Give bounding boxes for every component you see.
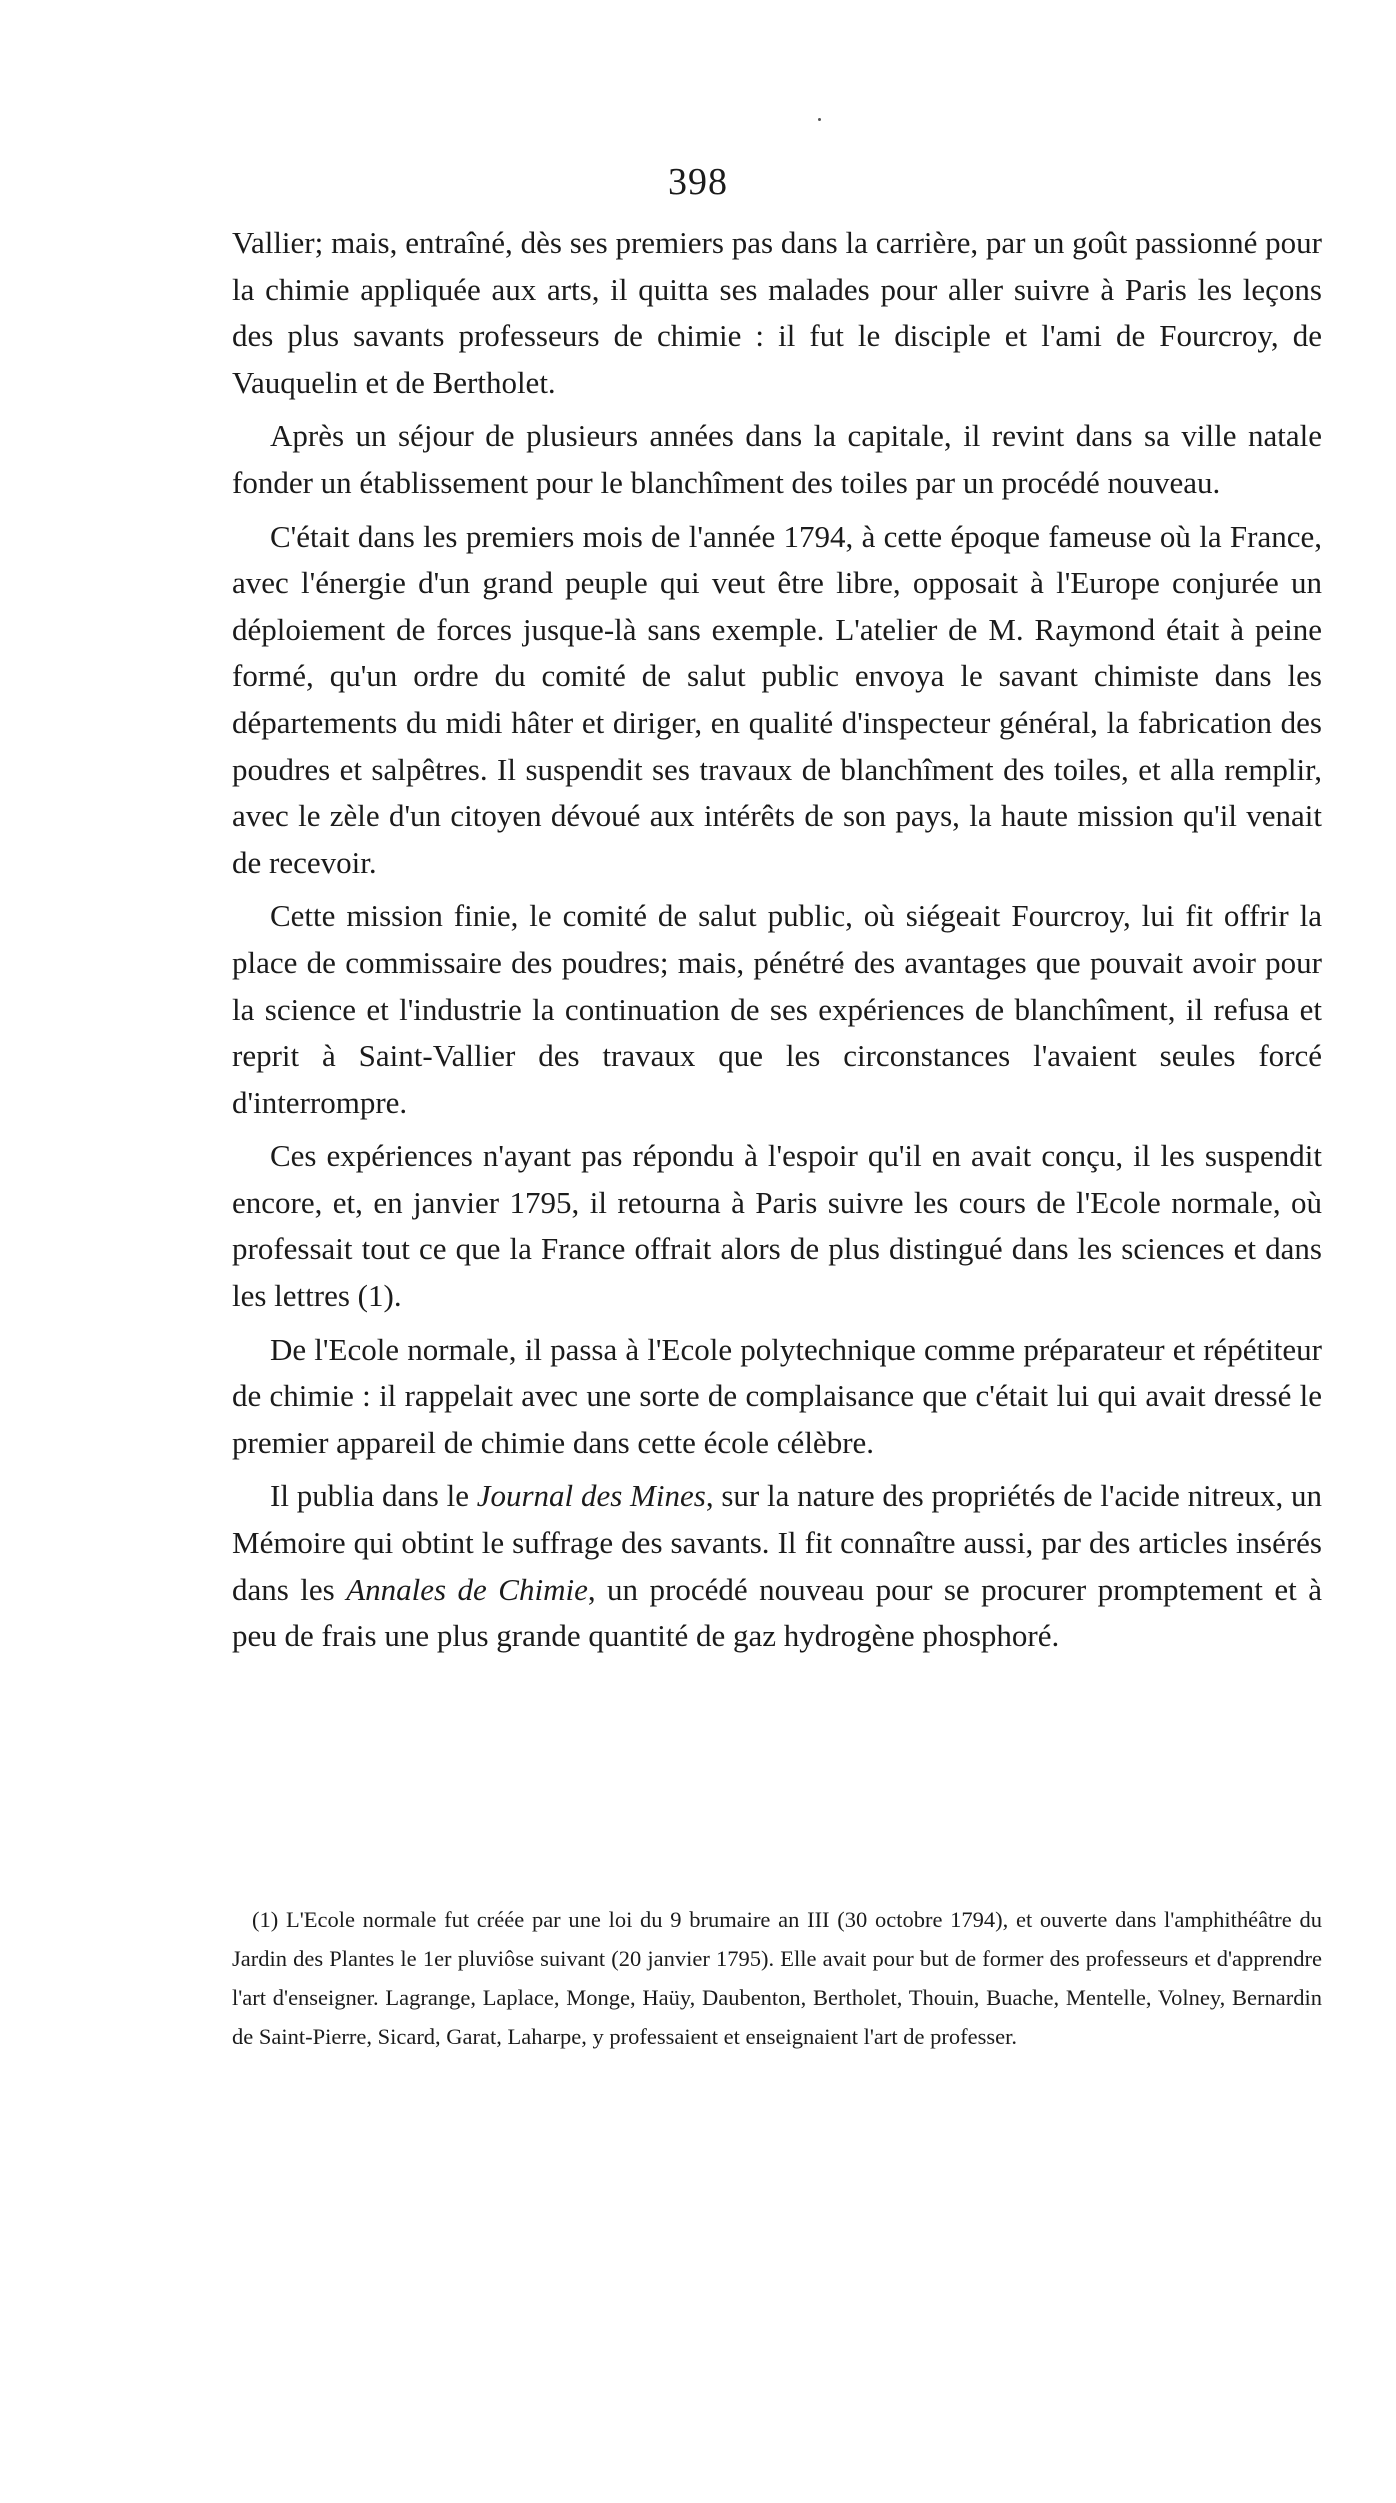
footnote: (1) L'Ecole normale fut créée par une loi du 9 brumaire an III (30 octobre 1794), et ouverte dans l'amphithéâtre du Jardin des Plantes le 1er pluviôse suivant (20 janvier 1795). Elle avait pour but de former des professeurs et d'apprendre l'art d'enseigner. Lagrange, Laplace, Monge, Haüy, Daubenton, Bertholet, Thouin, Buache, Mentelle, Volney, Bernardin de Saint-Pierre, Sicard, Garat, Laharpe, y professaient et enseignaient l'art de professer. [232, 1907, 1322, 2049]
paragraph [232, 1133, 1322, 1319]
text-run: Vallier; mais, entraîné, dès ses premiers pas dans la carrière, par un goût passionné pour la chimie appliquée aux arts, il quitta ses malades pour aller suivre à Paris les leçons des plus savants professeurs de chimie : il fut le disciple et l'ami de Fourcroy, de Vauquelin et de Bertholet. [232, 225, 1322, 400]
text-run: De l'Ecole normale, il passa à l'Ecole polytechnique comme préparateur et répétiteur de chimie : il rappelait avec une sorte de complaisance que c'était lui qui avait dressé le premier appareil de chimie dans cette école célèbre. [232, 1331, 1322, 1460]
paragraph [232, 1473, 1322, 1659]
paragraph [232, 893, 1322, 1126]
text-run: , un procédé nouveau pour se procurer promptement et à peu de frais une plus grande quantité de gaz hydrogène phosphoré. [232, 1571, 1322, 1654]
text-run: C'était dans les premiers mois de l'année 1794, à cette époque fameuse où la France, avec l'énergie d'un grand peuple qui veut être libre, opposait à l'Europe conjurée un déploiement de forces jusque-là sans exemple. L'atelier de M. Raymond était à peine formé, qu'un ordre du comité de salut public envoya le savant chimiste dans les départements du midi hâter et diriger, en qualité d'inspecteur général, la fabrication des poudres et salpêtres. Il suspendit ses travaux de blanchîment des toiles, et alla remplir, avec le zèle d'un citoyen dévoué aux intérêts de son pays, la haute mission qu'il venait de recevoir. [232, 518, 1322, 880]
paragraph [232, 220, 1322, 406]
italic-title: Journal des Mines [476, 1478, 706, 1514]
text-run: Ces expériences n'ayant pas répondu à l'espoir qu'il en avait conçu, il les suspendit encore, et, en janvier 1795, il retourna à Paris suivre les cours de l'Ecole normale, où professait tout ce que la France offrait alors de plus distingué dans les sciences et dans les lettres (1). [232, 1138, 1322, 1314]
page-number: 398 [668, 161, 728, 203]
text-run: , sur la nature des propriétés de l'acide nitreux, un Mémoire qui obtint le suffrage des savants. Il fit connaître aussi, par des articles insérés dans les [232, 1478, 1322, 1607]
paragraph [232, 1327, 1322, 1467]
paragraph [232, 514, 1322, 887]
paragraph [232, 413, 1322, 506]
text-run: Cette mission finie, le comité de salut public, où siégeait Fourcroy, lui fit offrir la place de commissaire des poudres; mais, pénétré des avantages que pouvait avoir pour la science et l'industrie la continuation de ses expériences de blanchîment, il refusa et reprit à Saint-Vallier des travaux que les circonstances l'avaient seules forcé d'interrompre. [232, 898, 1322, 1120]
paper-speck [818, 118, 821, 121]
text-run: Il publia dans le [270, 1478, 477, 1514]
footnotes [232, 1900, 1322, 2056]
body-text [232, 220, 1322, 1667]
italic-title: Annales de Chimie [346, 1571, 588, 1607]
text-run: Après un séjour de plusieurs années dans la capitale, il revint dans sa ville natale fonder un établissement pour le blanchîment des toiles par un procédé nouveau. [232, 418, 1322, 500]
